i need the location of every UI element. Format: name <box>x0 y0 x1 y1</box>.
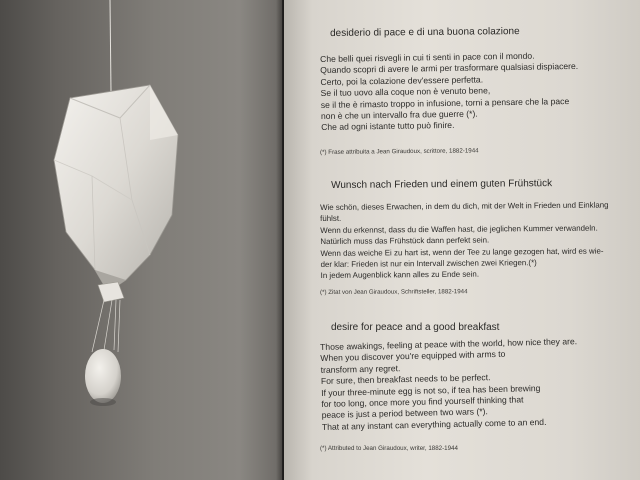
text-line: In jedem Augenblick kann alles zu Ende sein. <box>320 270 480 281</box>
text-line: Wenn du erkennst, dass du die Waffen hast, die jeglichen Kummer verwandeln. <box>320 223 598 235</box>
text-line: Wenn das weiche Ei zu hart ist, wenn der Tee zu lange gezogen hat, wird es wie- <box>320 246 604 258</box>
footnote: (*) Zitat von Jean Giraudoux, Schriftsteller, 1882-1944 <box>320 288 468 296</box>
text-line: Che belli quei risvegli in cui ti senti in pace con il mondo. <box>320 50 535 64</box>
paper-bag <box>54 85 178 292</box>
hanging-string <box>110 0 111 92</box>
left-page <box>0 0 282 480</box>
footnote-german <box>320 288 468 297</box>
footnote-english <box>320 445 458 453</box>
footnote: (*) Frase attribuita a Jean Giraudoux, scrittore, 1882-1944 <box>320 147 479 156</box>
paragraph <box>320 336 579 433</box>
text-line: for too long, once more you find yourself thinking that <box>321 394 524 410</box>
section-german <box>331 178 552 192</box>
text-line: For sure, then breakfast needs to be perfect. <box>320 372 491 387</box>
text-line: If your three-minute egg is not so, if tea has been brewing <box>321 382 541 398</box>
paragraph <box>320 199 609 281</box>
text-line: That at any instant can everything actually come to an end. <box>321 416 547 432</box>
section-italian-body <box>320 50 579 134</box>
text-line: Se il tuo uovo alla coque non è venuto bene, <box>320 85 491 99</box>
section-italian <box>330 26 520 40</box>
text-line: peace is just a period between two wars (*). <box>321 406 488 421</box>
section-title: Wunsch nach Frieden und einem guten Frühstück <box>331 178 553 191</box>
footnote: (*) Attributed to Jean Giraudoux, writer, 1882-1944 <box>320 445 458 452</box>
text-line: Che ad ogni istante tutto può finire. <box>321 120 455 133</box>
section-english-body <box>320 336 579 433</box>
text-line: Quando scopri di avere le armi per trasformare qualsiasi dispiacere. <box>320 61 579 76</box>
footnote-italian <box>320 147 479 157</box>
text-line: non è che un intervallo fra due guerre (*). <box>320 108 478 122</box>
section-german-body <box>320 199 609 281</box>
text-line: der klar: Frieden ist nur ein Intervall zwischen zwei Kriegen.(*) <box>320 258 537 270</box>
text-line: When you discover you're equipped with arms to <box>320 349 506 364</box>
text-line: se il the è rimasto troppo in infusione, torni a pensare che la pace <box>320 95 570 110</box>
section-title: desiderio di pace e di una buona colazione <box>330 26 520 39</box>
hanging-bag-egg-photo <box>0 0 282 480</box>
bag-knot <box>98 282 124 302</box>
section-english <box>331 322 499 334</box>
text-line: transform any regret. <box>320 362 401 375</box>
text-line: Those awakings, feeling at peace with the world, how nice they are. <box>320 336 578 352</box>
paragraph <box>320 50 579 134</box>
text-line: Certo, poi la colazione dev'essere perfetta. <box>320 74 484 87</box>
text-line: Wie schön, dieses Erwachen, in dem du dich, mit der Welt in Frieden und Einklang <box>320 200 609 212</box>
text-line: fühlst. <box>320 214 342 224</box>
text-line: Natürlich muss das Frühstück dann perfekt sein. <box>320 235 490 247</box>
egg <box>85 349 121 403</box>
section-title: desire for peace and a good breakfast <box>331 322 500 333</box>
net-strings <box>92 300 120 352</box>
